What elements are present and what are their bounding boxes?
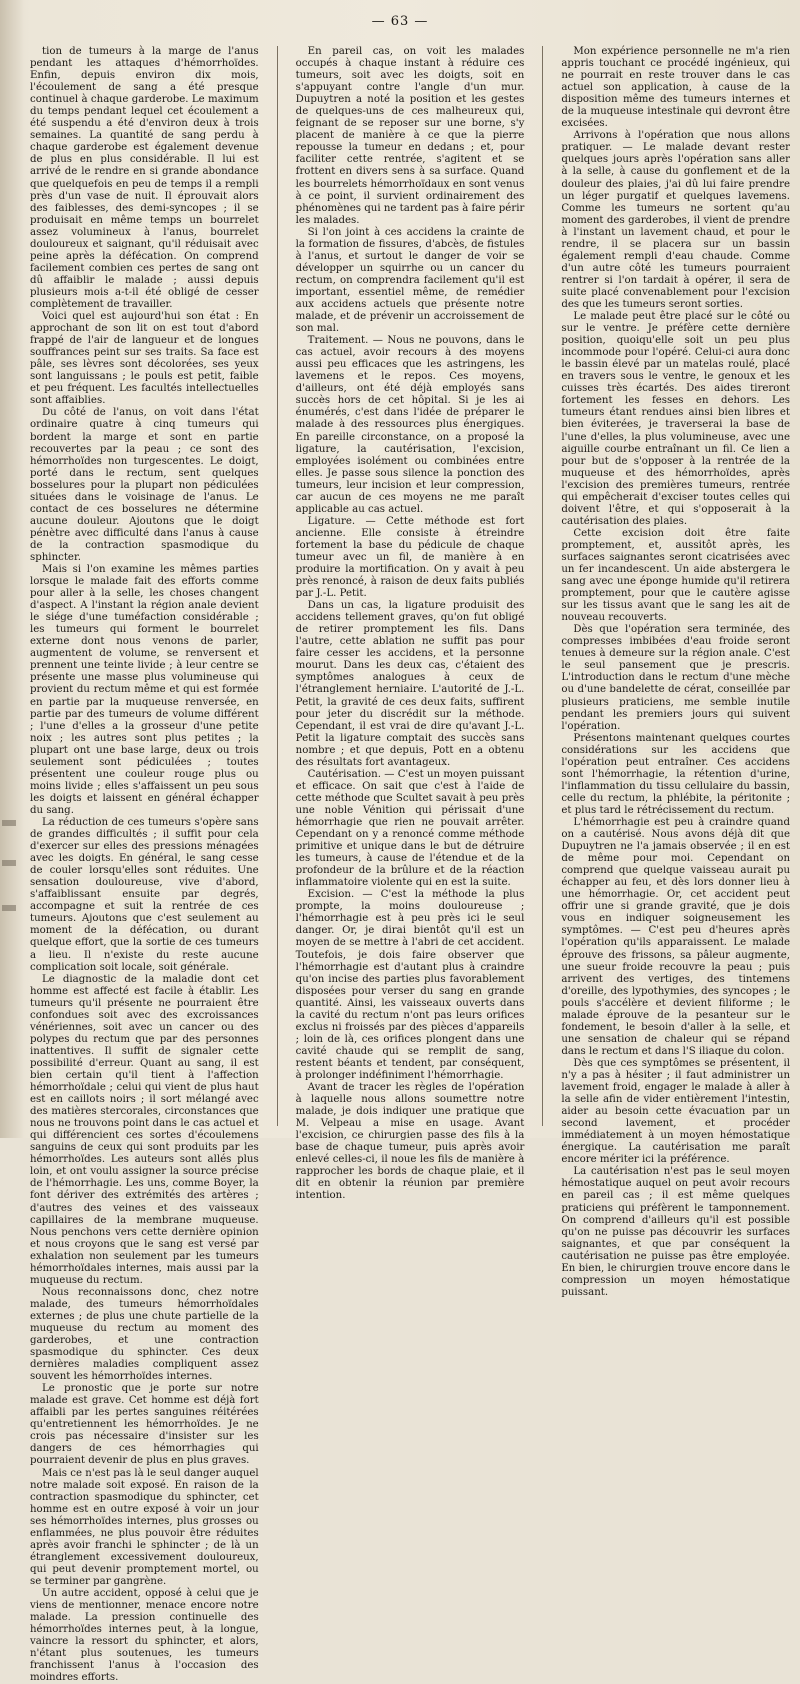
paragraph: Un autre accident, opposé à celui que je viens de mentionner, menace encore notre malade. La pression continuelle des hémorrhoïdes internes peut, à la longue, vaincre la ressort du sphincter, et alors, n'étant plus soutenues, les tumeurs franchissent l'anus à l'occasion des moindres efforts. <box>30 1588 259 1684</box>
text-columns <box>30 46 791 1684</box>
column-2 <box>295 46 525 1202</box>
paragraph: Dès que l'opération sera terminée, des compresses imbibées d'eau froide seront tenues à demeure sur la région anale. C'est le seul pansement que je prescris. L'introduction dans le rectum d'une mèche ou d'une bandelette de cérat, conseillée par plusieurs praticiens, me semble inutile pendant les premiers jours qui suivent l'opération. <box>561 624 791 732</box>
paragraph: En pareil cas, on voit les malades occupés à chaque instant à réduire ces tumeurs, soit avec les doigts, soit en s'appuyant contre l'angle d'un mur. Dupuytren a noté la position et les gestes de quelques-uns de ces malheureux qui, feignant de se reposer sur une borne, s'y placent de manière à ce que la pierre repousse la tumeur en dedans ; et, pour faciliter cette rentrée, s'agitent et se frottent en divers sens à sa surface. Quand les bourrelets hémorrhoïdaux en sont venus à ce point, il survient ordinairement des phénomènes qui ne tardent pas à faire périr les malades. <box>295 46 525 226</box>
paragraph: L'hémorrhagie est peu à craindre quand on a cautérisé. Nous avons déjà dit que Dupuytren ne l'a jamais observée ; il en est de même pour moi. Cependant on comprend que quelque vaisseau aurait pu échapper au feu, et dès lors donner lieu à une hémorrhagie. Or, cet accident peut offrir une si grande gravité, que je dois vous en indiquer soigneusement les symptômes. — C'est peu d'heures après l'opération qu'ils apparaissent. Le malade éprouve des frissons, sa pâleur augmente, une sueur froide recouvre la peau ; puis arrivent des vertiges, des tintemens d'oreille, des lypothymies, des syncopes ; le pouls s'accélère et devient filiforme ; le malade éprouve de la pesanteur sur le fondement, le besoin d'aller à la selle, et une sensation de chaleur qui se répand dans le rectum et dans l'S iliaque du colon. <box>561 817 791 1057</box>
paragraph: Arrivons à l'opération que nous allons pratiquer. — Le malade devant rester quelques jours après l'opération sans aller à la selle, à cause du gonflement et de la douleur des plaies, j'ai dû lui faire prendre un léger purgatif et quelques lavemens. Comme les tumeurs ne sortent qu'au moment des garderobes, il vient de prendre à l'instant un lavement chaud, et pour le rendre, il se placera sur un bassin également rempli d'eau chaude. Comme d'un autre côté les tumeurs pourraient rentrer si l'on tardait à opérer, il sera de suite placé convenablement pour l'excision des que les tumeurs seront sorties. <box>561 130 791 310</box>
paragraph: La réduction de ces tumeurs s'opère sans de grandes difficultés ; il suffit pour cela d'exercer sur elles des pressions ménagées avec les doigts. En général, le sang cesse de couler lorsqu'elles sont réduites. Une sensation douloureuse, vive d'abord, s'affaiblissant ensuite par degrés, accompagne et suit la rentrée de ces tumeurs. Ajoutons que c'est seulement au moment de la défécation, ou durant quelque effort, que la sortie de ces tumeurs a lieu. Il n'existe du reste aucune complication soit locale, soit générale. <box>30 817 259 973</box>
paragraph: Mais ce n'est pas là le seul danger auquel notre malade soit exposé. En raison de la contraction spasmodique du sphincter, cet homme est en outre exposé à voir un jour ses hémorrhoïdes internes, plus grosses ou enflammées, ne plus pouvoir être réduites après avoir franchi le sphincter ; de là un étranglement excessivement douloureux, qui peut devenir promptement mortel, ou se terminer par gangrène. <box>30 1467 259 1587</box>
paragraph: Le diagnostic de la maladie dont cet homme est affecté est facile à établir. Les tumeurs qu'il présente ne pourraient être confondues soit avec des excroissances vénériennes, soit avec un cancer ou des polypes du rectum que par des personnes inattentives. Il suffit de signaler cette possibilité d'erreur. Quant au sang, il est bien certain qu'il tient à l'affection hémorrhoïdale ; celui qui vient de plus haut est en caillots noirs ; il sort mélangé avec des matières stercorales, circonstances que nous ne trouvons point dans le cas actuel et qui différencient ces sortes d'écoulemens sanguins de ceux qui sont produits par les hémorrhoïdes. Les auteurs sont allés plus loin, et ont voulu assigner la source précise de l'hémorrhagie. Les uns, comme Boyer, la font dériver des extrémités des artères ; d'autres des veines et des vaisseaux capillaires de la membrane muqueuse. Nous penchons vers cette dernière opinion et nous croyons que le sang est versé par exhalation non seulement par les tumeurs hémorrhoïdales internes, mais aussi par la muqueuse du rectum. <box>30 973 259 1286</box>
column-divider <box>542 46 543 1126</box>
paragraph: Présentons maintenant quelques courtes considérations sur les accidens que l'opération peut entraîner. Ces accidens sont l'hémorrhagie, la rétention d'urine, l'inflammation du tissu cellulaire du bassin, celle du rectum, la phlébite, la péritonite ; et plus tard le rétrécissement du rectum. <box>561 732 791 816</box>
paragraph: Traitement. — Nous ne pouvons, dans le cas actuel, avoir recours à des moyens aussi peu efficaces que les astringens, les lavemens et le repos. Ces moyens, d'ailleurs, ont été déjà employés sans succès hors de cet hôpital. Si je les ai énumérés, c'est dans l'idée de préparer le malade à des ressources plus énergiques. En pareille circonstance, on a proposé la ligature, la cautérisation, l'excision, employées isolément ou combinées entre elles. Je passe sous silence la ponction des tumeurs, leur incision et leur compression, car aucun de ces moyens ne me paraît applicable au cas actuel. <box>295 335 525 515</box>
binding-gutter <box>0 0 24 1138</box>
paragraph: Nous reconnaissons donc, chez notre malade, des tumeurs hémorrhoïdales externes ; de plus une chute partielle de la muqueuse du rectum au moment des garderobes, et une contraction spasmodique du sphincter. Ces deux dernières maladies compliquent assez souvent les hémorrhoïdes internes. <box>30 1286 259 1383</box>
margin-mark <box>2 905 16 911</box>
column-3 <box>561 46 791 1298</box>
paragraph: Voici quel est aujourd'hui son état : En approchant de son lit on est tout d'abord frappé de l'air de langueur et de longues souffrances peint sur ses traits. Sa face est pâle, ses lèvres sont décolorées, ses yeux sont languissans ; le pouls est petit, faible et peu fréquent. Les facultés intellectuelles sont affaiblies. <box>30 311 259 407</box>
paragraph: tion de tumeurs à la marge de l'anus pendant les attaques d'hémorrhoïdes. Enfin, depuis environ dix mois, l'écoulement de sang a été presque continuel à chaque garderobe. Le maximum du temps pendant lequel cet écoulement a été suspendu a été d'environ deux à trois semaines. La quantité de sang perdu à chaque garderobe est également devenue de plus en plus considérable. Il lui est arrivé de le rendre en si grande abondance que quelquefois en peu de temps il a rempli près d'un vase de nuit. Il éprouvait alors des faiblesses, des demi-syncopes ; il se produisait en même temps un bourrelet assez volumineux à l'anus, bourrelet douloureux et saignant, qu'il réduisait avec peine après la défécation. On comprend facilement combien ces pertes de sang ont dû affaiblir le malade ; aussi depuis plusieurs mois a-t-il été obligé de cesser complètement de travailler. <box>30 46 259 310</box>
paragraph: Mon expérience personnelle ne m'a rien appris touchant ce procédé ingénieux, qui ne pourrait en reste trouver dans le cas actuel son application, à cause de la disposition même des tumeurs internes et de la muqueuse intestinale qui devront être excisées. <box>561 46 791 130</box>
paragraph: Cette excision doit être faite promptement, et, aussitôt après, les surfaces saignantes seront cicatrisées avec un fer incandescent. Un aide abstergera le sang avec une éponge humide qu'il retirera promptement, pour que le cautère agisse sur les tissus avant que le sang les ait de nouveau recouverts. <box>561 527 791 624</box>
paragraph: Si l'on joint à ces accidens la crainte de la formation de fissures, d'abcès, de fistules à l'anus, et surtout le danger de voir se développer un squirrhe ou un cancer du rectum, on comprendra facilement qu'il est important, essentiel même, de remédier aux accidens actuels que présente notre malade, et de prévenir un accroissement de son mal. <box>295 226 525 335</box>
margin-mark <box>2 820 16 826</box>
paragraph: Du côté de l'anus, on voit dans l'état ordinaire quatre à cinq tumeurs qui bordent la marge et sont en partie recouvertes par la peau ; ce sont des hémorrhoïdes non turgescentes. Le doigt, porté dans le rectum, sent quelques bosselures pour la plupart non pédiculées situées dans le voisinage de l'anus. Le contact de ces bosselures ne détermine aucune douleur. Ajoutons que le doigt pénètre avec difficulté dans l'anus à cause de la contraction spasmodique du sphincter. <box>30 407 259 563</box>
paragraph: Cautérisation. — C'est un moyen puissant et efficace. On sait que c'est à l'aide de cette méthode que Scultet savait à peu près une noble Vénition qui périssait d'une hémorrhagie que rien ne pouvait arrêter. Cependant on y a renoncé comme méthode primitive et unique dans le but de détruire les tumeurs, à cause de l'étendue et de la profondeur de la brûlure et de la réaction inflammatoire violente qui en est la suite. <box>295 768 525 889</box>
paragraph: Le malade peut être placé sur le côté ou sur le ventre. Je préfère cette dernière position, quoiqu'elle soit un peu plus incommode pour l'opéré. Celui-ci aura donc le bassin élevé par un matelas roulé, placé en travers sous le ventre, le genoux et les cuisses très écartés. Des aides tireront fortement les fesses en dehors. Les tumeurs étant rendues ainsi bien libres et bien éviterées, je traverserai la base de l'une d'elles, la plus volumineuse, avec une aiguille courbe entraînant un fil. Ce lien a pour but de s'opposer à la rentrée de la muqueuse et des hémorrhoïdes, après l'excision des premières tumeurs, rentrée qui empêcherait d'exciser toutes celles qui doivent l'être, et qui s'opposerait à la cautérisation des plaies. <box>561 311 791 527</box>
column-divider <box>277 46 278 1126</box>
paragraph: Avant de tracer les règles de l'opération à laquelle nous allons soumettre notre malade, je dois indiquer une pratique que M. Velpeau a mise en usage. Avant l'excision, ce chirurgien passe des fils à la base de chaque tumeur, puis après avoir enlevé celles-ci, il noue les fils de manière à rapprocher les bords de chaque plaie, et il dit en obtenir la réunion par première intention. <box>295 1082 525 1202</box>
margin-mark <box>2 860 16 866</box>
page-number: — 63 — <box>371 14 429 29</box>
paragraph: Dès que ces symptômes se présentent, il n'y a pas à hésiter ; il faut administrer un lavement froid, engager le malade à aller à la selle afin de vider entièrement l'intestin, aider au besoin cette évacuation par un second lavement, et procéder immédiatement à un moyen hémostatique énergique. La cautérisation me paraît encore mériter ici la préférence. <box>561 1057 791 1166</box>
paragraph: Mais si l'on examine les mêmes parties lorsque le malade fait des efforts comme pour aller à la selle, les choses changent d'aspect. A l'instant la région anale devient le siége d'une tuméfaction considérable ; les tumeurs qui forment le bourrelet externe dont nous venons de parler, augmentent de volume, se renversent et prennent une teinte livide ; à leur centre se présente une masse plus volumineuse qui provient du rectum même et qui est formée en partie par la muqueuse renversée, en partie par des tumeurs de volume différent ; l'une d'elles a la grosseur d'une petite noix ; les autres sont plus petites ; la plupart ont une base large, deux ou trois seulement sont pédiculées ; toutes présentent une couleur rouge plus ou moins livide ; elles s'affaissent un peu sous les doigts et laissent en général échapper du sang. <box>30 564 259 816</box>
paragraph: Ligature. — Cette méthode est fort ancienne. Elle consiste à étreindre fortement la base du pédicule de chaque tumeur avec un fil, de manière à en produire la mortification. On y avait à peu près renoncé, à raison de deux faits publiés par J.-L. Petit. <box>295 515 525 600</box>
paragraph: Dans un cas, la ligature produisit des accidens tellement graves, qu'on fut obligé de retirer promptement les fils. Dans l'autre, cette ablation ne suffit pas pour faire cesser les accidens, et la personne mourut. Dans les deux cas, c'étaient des symptômes analogues à ceux de l'étranglement herniaire. L'autorité de J.-L. Petit, la gravité de ces deux faits, suffirent pour jeter du discrédit sur la méthode. Cependant, il est vrai de dire qu'avant J.-L. Petit la ligature comptait des succès sans nombre ; et que depuis, Pott en a obtenu des résultats fort avantageux. <box>295 600 525 768</box>
column-1 <box>30 46 259 1684</box>
paragraph: La cautérisation n'est pas le seul moyen hémostatique auquel on peut avoir recours en pareil cas ; il est même quelques praticiens qui préfèrent le tamponnement. On comprend d'ailleurs qu'il est possible qu'on ne puisse pas découvrir les surfaces saignantes, et que par conséquent la cautérisation ne puisse pas être employée. En bien, le chirurgien trouve encore dans le compression un moyen hémostatique puissant. <box>561 1166 791 1298</box>
paragraph: Excision. — C'est la méthode la plus prompte, la moins douloureuse ; l'hémorrhagie est à peu près ici le seul danger. Or, je dirai bientôt qu'il est un moyen de se mettre à l'abri de cet accident. Toutefois, je dois faire observer que l'hémorrhagie est d'autant plus à craindre qu'on incise des parties plus favorablement disposées pour verser du sang en grande quantité. Ainsi, les vaisseaux ouverts dans la cavité du rectum n'ont pas leurs orifices exclus ni froissés par des pièces d'appareils ; loin de là, ces orifices plongent dans une cavité chaude qui se remplit de sang, restent béants et tendent, par conséquent, à prolonger indéfiniment l'hémorrhagie. <box>295 889 525 1081</box>
paragraph: Le pronostic que je porte sur notre malade est grave. Cet homme est déjà fort affaibli par les pertes sanguines réitérées qu'entretiennent les hémorrhoïdes. Je ne crois pas nécessaire d'insister sur les dangers de ces hémorrhagies qui pourraient devenir de plus en plus graves. <box>30 1383 259 1467</box>
